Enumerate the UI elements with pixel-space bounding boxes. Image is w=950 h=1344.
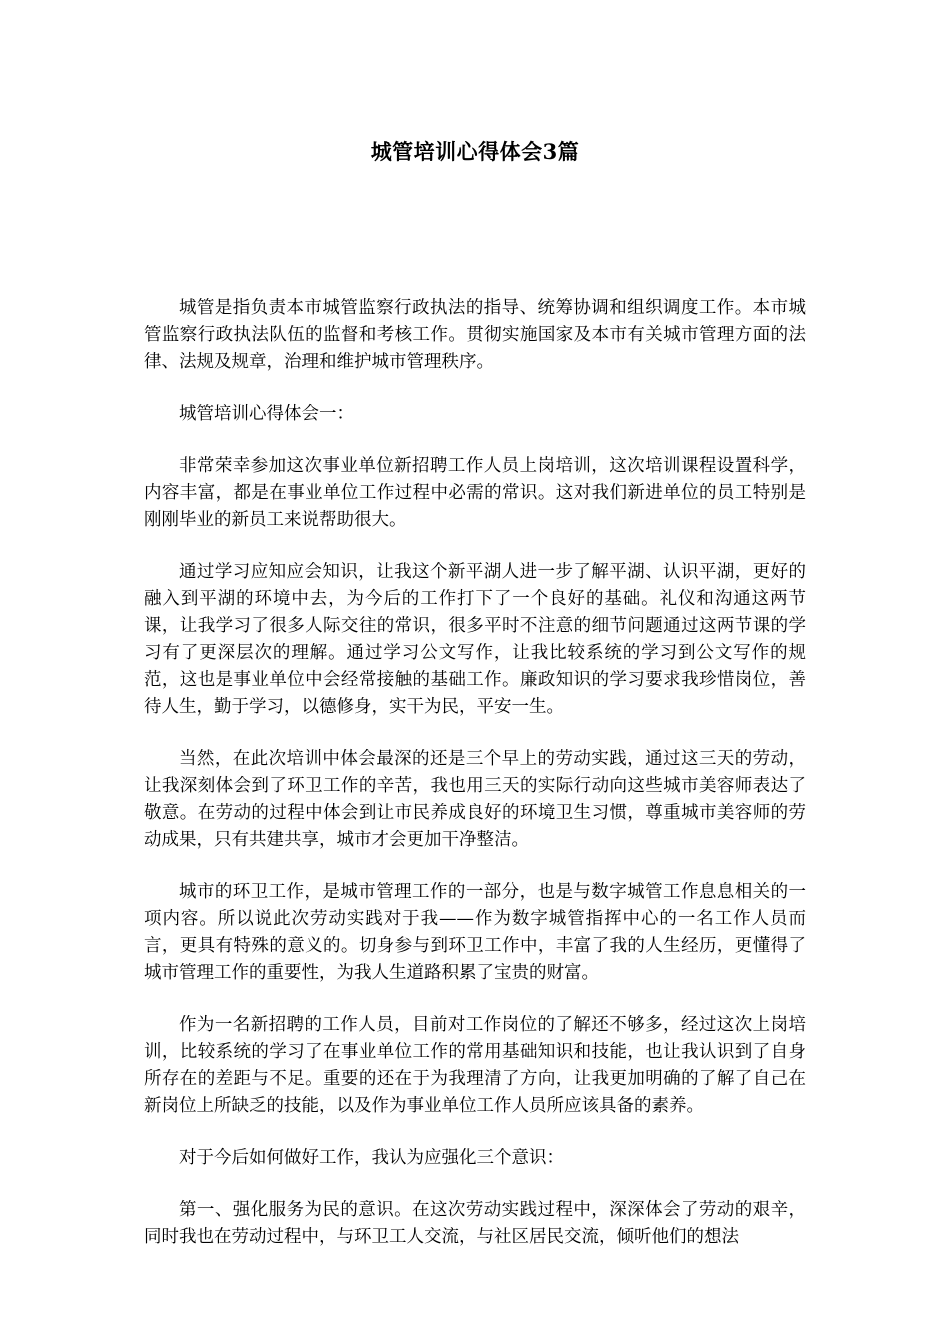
paragraph-section-heading: 城管培训心得体会一： — [179, 404, 354, 424]
document-title: 城管培训心得体会3篇 — [370, 139, 580, 165]
paragraph: 作为一名新招聘的工作人员，目前对工作岗位的了解还不够多，经过这次上岗培训，比较系统的学习了在事业单位工作的常用基础知识和技能，也让我认识到了自身所存在的差距与不足。重要的还在于为我理清了方向，让我更加明确的了解了自己在新岗位上所缺乏的技能，以及作为事业单位工作人员所应该具备的素养。 — [144, 1015, 806, 1116]
paragraph: 第一、强化服务为民的意识。在这次劳动实践过程中，深深体会了劳动的艰辛，同时我也在劳动过程中，与环卫工人交流，与社区居民交流，倾听他们的想法 — [144, 1200, 806, 1247]
paragraph: 对于今后如何做好工作，我认为应强化三个意识： — [179, 1148, 564, 1168]
paragraph: 城市的环卫工作，是城市管理工作的一部分，也是与数字城管工作息息相关的一项内容。所以说此次劳动实践对于我——作为数字城管指挥中心的一名工作人员而言，更具有特殊的意义的。切身参与到环卫工作中，丰富了我的人生经历，更懂得了城市管理工作的重要性，为我人生道路积累了宝贵的财富。 — [144, 882, 806, 983]
paragraph-intro: 城管是指负责本市城管监察行政执法的指导、统筹协调和组织调度工作。本市城管监察行政执法队伍的监督和考核工作。贯彻实施国家及本市有关城市管理方面的法律、法规及规章，治理和维护城市管理秩序。 — [144, 298, 806, 372]
document-body — [144, 295, 806, 1276]
paragraph: 当然，在此次培训中体会最深的还是三个早上的劳动实践，通过这三天的劳动，让我深刻体会到了环卫工作的辛苦，我也用三天的实际行动向这些城市美容师表达了敬意。在劳动的过程中体会到让市民养成良好的环境卫生习惯，尊重城市美容师的劳动成果，只有共建共享，城市才会更加干净整洁。 — [144, 749, 806, 850]
paragraph: 通过学习应知应会知识，让我这个新平湖人进一步了解平湖、认识平湖，更好的融入到平湖的环境中去，为今后的工作打下了一个良好的基础。礼仪和沟通这两节课，让我学习了很多人际交往的常识，很多平时不注意的细节问题通过这两节课的学习有了更深层次的理解。通过学习公文写作，让我比较系统的学习到公文写作的规范，这也是事业单位中会经常接触的基础工作。廉政知识的学习要求我珍惜岗位，善待人生，勤于学习，以德修身，实干为民，平安一生。 — [144, 562, 806, 717]
paragraph: 非常荣幸参加这次事业单位新招聘工作人员上岗培训，这次培训课程设置科学，内容丰富，都是在事业单位工作过程中必需的常识。这对我们新进单位的员工特别是刚刚毕业的新员工来说帮助很大。 — [144, 456, 806, 530]
